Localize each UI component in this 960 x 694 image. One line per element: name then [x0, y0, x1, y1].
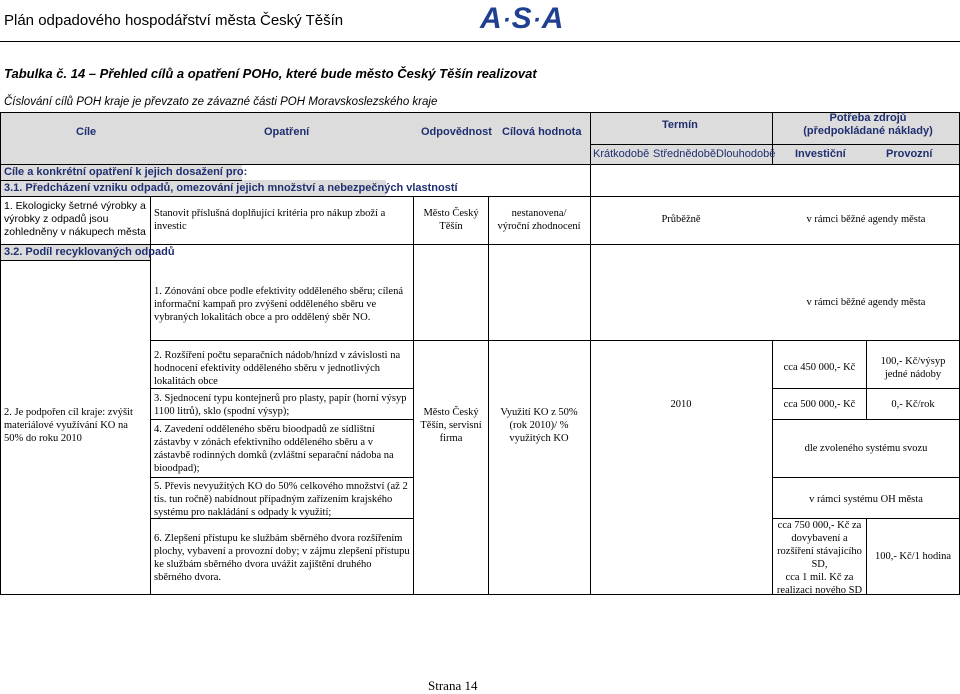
grid-line: [0, 196, 960, 197]
goal-1-text: 1. Ekologicky šetrné výrobky a výrobky z odpadů jsou zohledněny v nákupech města: [4, 200, 146, 238]
measure-2-4-resources: dle zvoleného systému svozu: [804, 443, 928, 454]
responsibility-2: Město Český Těšín, servisní firma: [420, 407, 482, 444]
measure-2-6-investment: cca 750 000,- Kč za dovybavení a rozšíření stávajícího SD, cca 1 mil. Kč za realizaci nového SD: [776, 520, 863, 596]
term-1: Průběžně: [661, 214, 701, 225]
numbering-note: Číslování cílů POH kraje je převzato ze závazné části POH Moravskoslezského kraje: [4, 96, 438, 108]
col-header-provozni: Provozní: [886, 148, 933, 160]
col-header-termin: Termín: [662, 119, 698, 131]
measure-2-1-text: 1. Zónování obce podle efektivity odděleného sběru; cílená informační kampaň pro zvýšení odděleného sběru ve vybraných lokalitách obce a pro oddělený sběr NO.: [154, 286, 404, 323]
measure-2-6-text: 6. Zlepšení přístupu ke službám sběrného dvora rozšířením plochy, vybavení a provozní doby; v zájmu zlepšení přístupu ke službám sběrného dvora uvážit zajištění druhého sběrného dvora.: [154, 533, 410, 583]
col-header-dlouhodobe: Dlouhodobě: [716, 148, 776, 160]
grid-line: [0, 112, 1, 594]
measure-2-5-resources: v rámci systému OH města: [809, 494, 923, 505]
measure-2-3-investment: cca 500 000,- Kč: [783, 399, 856, 410]
col-header-opatreni: Opatření: [264, 126, 310, 138]
grid-line: [150, 388, 413, 389]
grid-line: [150, 477, 413, 478]
section-goals: Cíle a konkrétní opatření k jejich dosažení pro:: [4, 166, 248, 178]
grid-line: [772, 419, 960, 420]
grid-line: [413, 196, 414, 594]
term-2: 2010: [670, 399, 692, 410]
measure-2-2-investment: cca 450 000,- Kč: [783, 362, 856, 373]
goal-2-text: 2. Je podpořen cíl kraje: zvýšit materiálové využívání KO na 50% do roku 2010: [4, 407, 133, 444]
col-header-investicni: Investiční: [795, 148, 846, 160]
grid-line: [590, 112, 591, 594]
col-header-odpovednost: Odpovědnost: [421, 126, 492, 138]
measure-2-2-text: 2. Rozšíření počtu separačních nádob/hnízd v závislosti na hodnocení efektivity odděleného sběru v jednotlivých lokalitách obce: [154, 350, 401, 387]
col-header-kratkodobe: Krátkodobě: [593, 148, 650, 160]
grid-line: [0, 164, 960, 165]
measure-2-3-operating: 0,- Kč/rok: [891, 399, 935, 410]
measure-2-1-resources: v rámci běžné agendy města: [806, 297, 926, 308]
grid-line: [150, 340, 960, 341]
asa-logo: A·S·A: [480, 2, 565, 35]
col-header-potreba-zdroju: Potřeba zdrojů: [829, 112, 907, 124]
grid-line: [150, 419, 413, 420]
target-value-2: Využití KO z 50% (rok 2010)/ % využitých KO: [500, 407, 578, 444]
header-rule: [0, 41, 960, 42]
resources-1: v rámci běžné agendy města: [806, 214, 926, 225]
measure-1-text: Stanovit příslušná doplňující kritéria pro nákup zboží a investic: [154, 208, 386, 232]
table-caption: Tabulka č. 14 – Přehled cílů a opatření POHo, které bude město Český Těšín realizovat: [4, 66, 537, 81]
col-header-strednedobe: Střednědobě: [653, 148, 716, 160]
target-value-1: nestanovena/ výroční zhodnocení: [497, 208, 581, 232]
grid-line: [0, 180, 242, 181]
section-3-1: 3.1. Předcházení vzniku odpadů, omezování jejich množství a nebezpečných vlastností: [4, 182, 458, 194]
grid-line: [0, 260, 150, 261]
responsibility-1: Město Český Těšín: [423, 208, 479, 232]
grid-line: [772, 477, 960, 478]
measure-2-5-text: 5. Převis nevyužitých KO do 50% celkového množství (až 2 tis. tun ročně) nabídnout případným zařízením krajského systému pro nakládání s odpady k využití;: [154, 481, 408, 518]
section-3-2: 3.2. Podíl recyklovaných odpadů: [4, 246, 175, 258]
grid-line: [0, 244, 960, 245]
page-number: Strana 14: [428, 678, 478, 693]
measure-2-4-text: 4. Zavedení odděleného sběru bioodpadů ze sídlištní zástavby v zónách efektivního odděleného sběru a v zástavbě rodinných domků (zvláštní separační nádoba na bioodpad);: [154, 424, 394, 474]
col-header-potreba-sub: (předpokládané náklady): [803, 125, 933, 137]
col-header-cile: Cíle: [76, 126, 97, 138]
grid-line: [590, 144, 960, 145]
document-header-title: Plán odpadového hospodářství města Český Těšín: [4, 12, 344, 29]
grid-line: [488, 196, 489, 594]
measure-2-6-operating: 100,- Kč/1 hodina: [874, 551, 952, 562]
measure-2-2-operating: 100,- Kč/výsyp jedné nádoby: [880, 356, 946, 380]
col-header-cilova-hodnota: Cílová hodnota: [502, 126, 582, 138]
measure-2-3-text: 3. Sjednocení typu kontejnerů pro plasty, papír (horní výsyp 1100 litrů), sklo (spodní výsyp);: [154, 393, 407, 417]
